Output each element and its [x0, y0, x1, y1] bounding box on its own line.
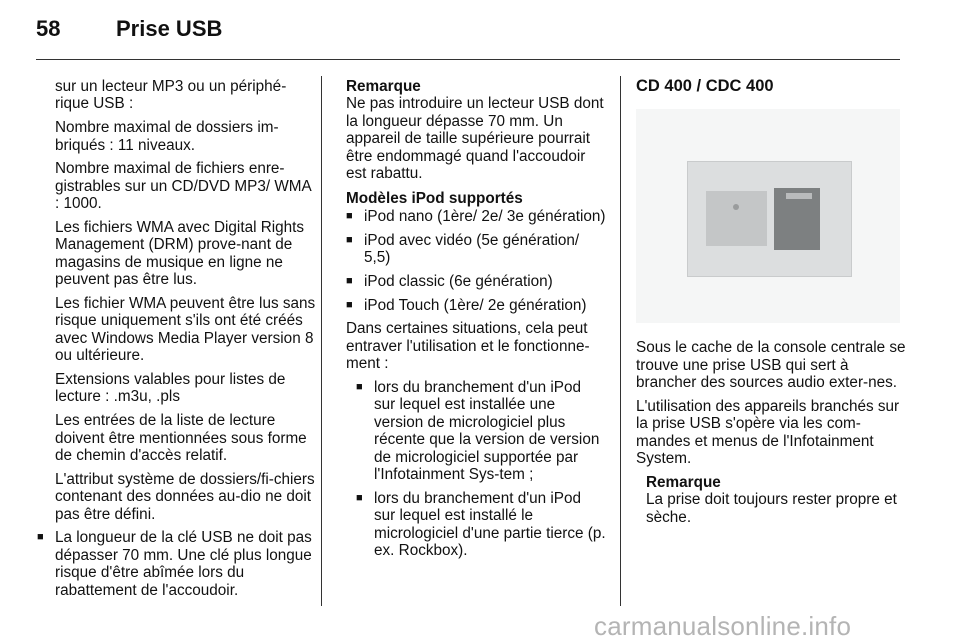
page-number: 58 [36, 16, 61, 41]
list-item: ■ iPod classic (6e génération) [346, 273, 606, 290]
ipod-heading: Modèles iPod supportés [346, 190, 523, 208]
column-3 [636, 78, 906, 534]
limits-intro: Dans certaines situations, cela peut entraver l'utilisation et le fonctionne-ment : [346, 320, 590, 373]
paragraph: Nombre maximal de dossiers im-briqués : 11 niveaux. [55, 119, 279, 154]
page-header [0, 0, 960, 60]
list-item: ■ lors du branchement d'un iPod sur lequel est installée une version de micrologiciel plus récente que la version de version de micrologiciel supportée par l'Infotainment Sys-tem ; [356, 379, 606, 483]
paragraph: Extensions valables pour listes de lecture : .m3u, .pls [55, 371, 286, 406]
page-title: Prise USB [116, 16, 223, 41]
list-item: ■ iPod avec vidéo (5e génération/ 5,5) [346, 232, 606, 267]
paragraph: Les fichiers WMA avec Digital Rights Management (DRM) prove-nant de magasins de musique en ligne ne peuvent pas être lus. [55, 219, 305, 289]
paragraph: L'utilisation des appareils branchés sur la prise USB s'opère via les com-mandes et menus de l'Infotainment System. [636, 398, 900, 468]
section-title: CD 400 / CDC 400 [636, 77, 774, 95]
list-item: ■ lors du branchement d'un iPod sur lequel est installé le micrologiciel d'une partie tierce (p. ex. Rockbox). [356, 490, 606, 560]
usb-port-illustration [636, 109, 900, 323]
note-title: Remarque [346, 78, 421, 95]
column-divider-2 [620, 76, 621, 606]
watermark: carmanualsonline.info [594, 611, 852, 641]
header-rule [36, 59, 900, 60]
column-divider-1 [321, 76, 322, 606]
paragraph: sur un lecteur MP3 ou un périphé-rique USB : [55, 78, 287, 113]
note-block [636, 474, 906, 526]
bullet-usb-length: ■ La longueur de la clé USB ne doit pas dépasser 70 mm. Une clé plus longue risque d'être abîmée lors du rabattement de l'accoudoir. [37, 529, 317, 599]
paragraph: Sous le cache de la console centrale se trouve une prise USB qui sert à brancher des sources audio exter-nes. [636, 339, 906, 392]
list-item: ■ iPod Touch (1ère/ 2e génération) [346, 297, 606, 314]
aux-socket [706, 191, 767, 246]
paragraph: L'attribut système de dossiers/fi-chiers contenant des données au-dio ne doit pas être défini. [55, 470, 315, 523]
column-2 [346, 78, 606, 566]
paragraph: Les fichier WMA peuvent être lus sans risque uniquement s'ils ont été créés avec Windows Media Player version 8 ou ultérieure. [55, 295, 316, 365]
column-1 [55, 78, 317, 605]
paragraph: Nombre maximal de fichiers enre-gistrables sur un CD/DVD MP3/ WMA : 1000. [55, 160, 311, 213]
usb-slot [786, 193, 812, 199]
note-text: La prise doit toujours rester propre et sèche. [646, 491, 897, 526]
note-title: Remarque [646, 474, 721, 492]
note-text: Ne pas introduire un lecteur USB dont la longueur dépasse 70 mm. Un appareil de taille supérieure pourrait être endommagé quand l'accoudoir est rabattu. [346, 95, 604, 183]
list-item: ■ iPod nano (1ère/ 2e/ 3e génération) [346, 208, 606, 225]
paragraph: Les entrées de la liste de lecture doivent être mentionnées sous forme de chemin d'accès relatif. [55, 412, 307, 465]
